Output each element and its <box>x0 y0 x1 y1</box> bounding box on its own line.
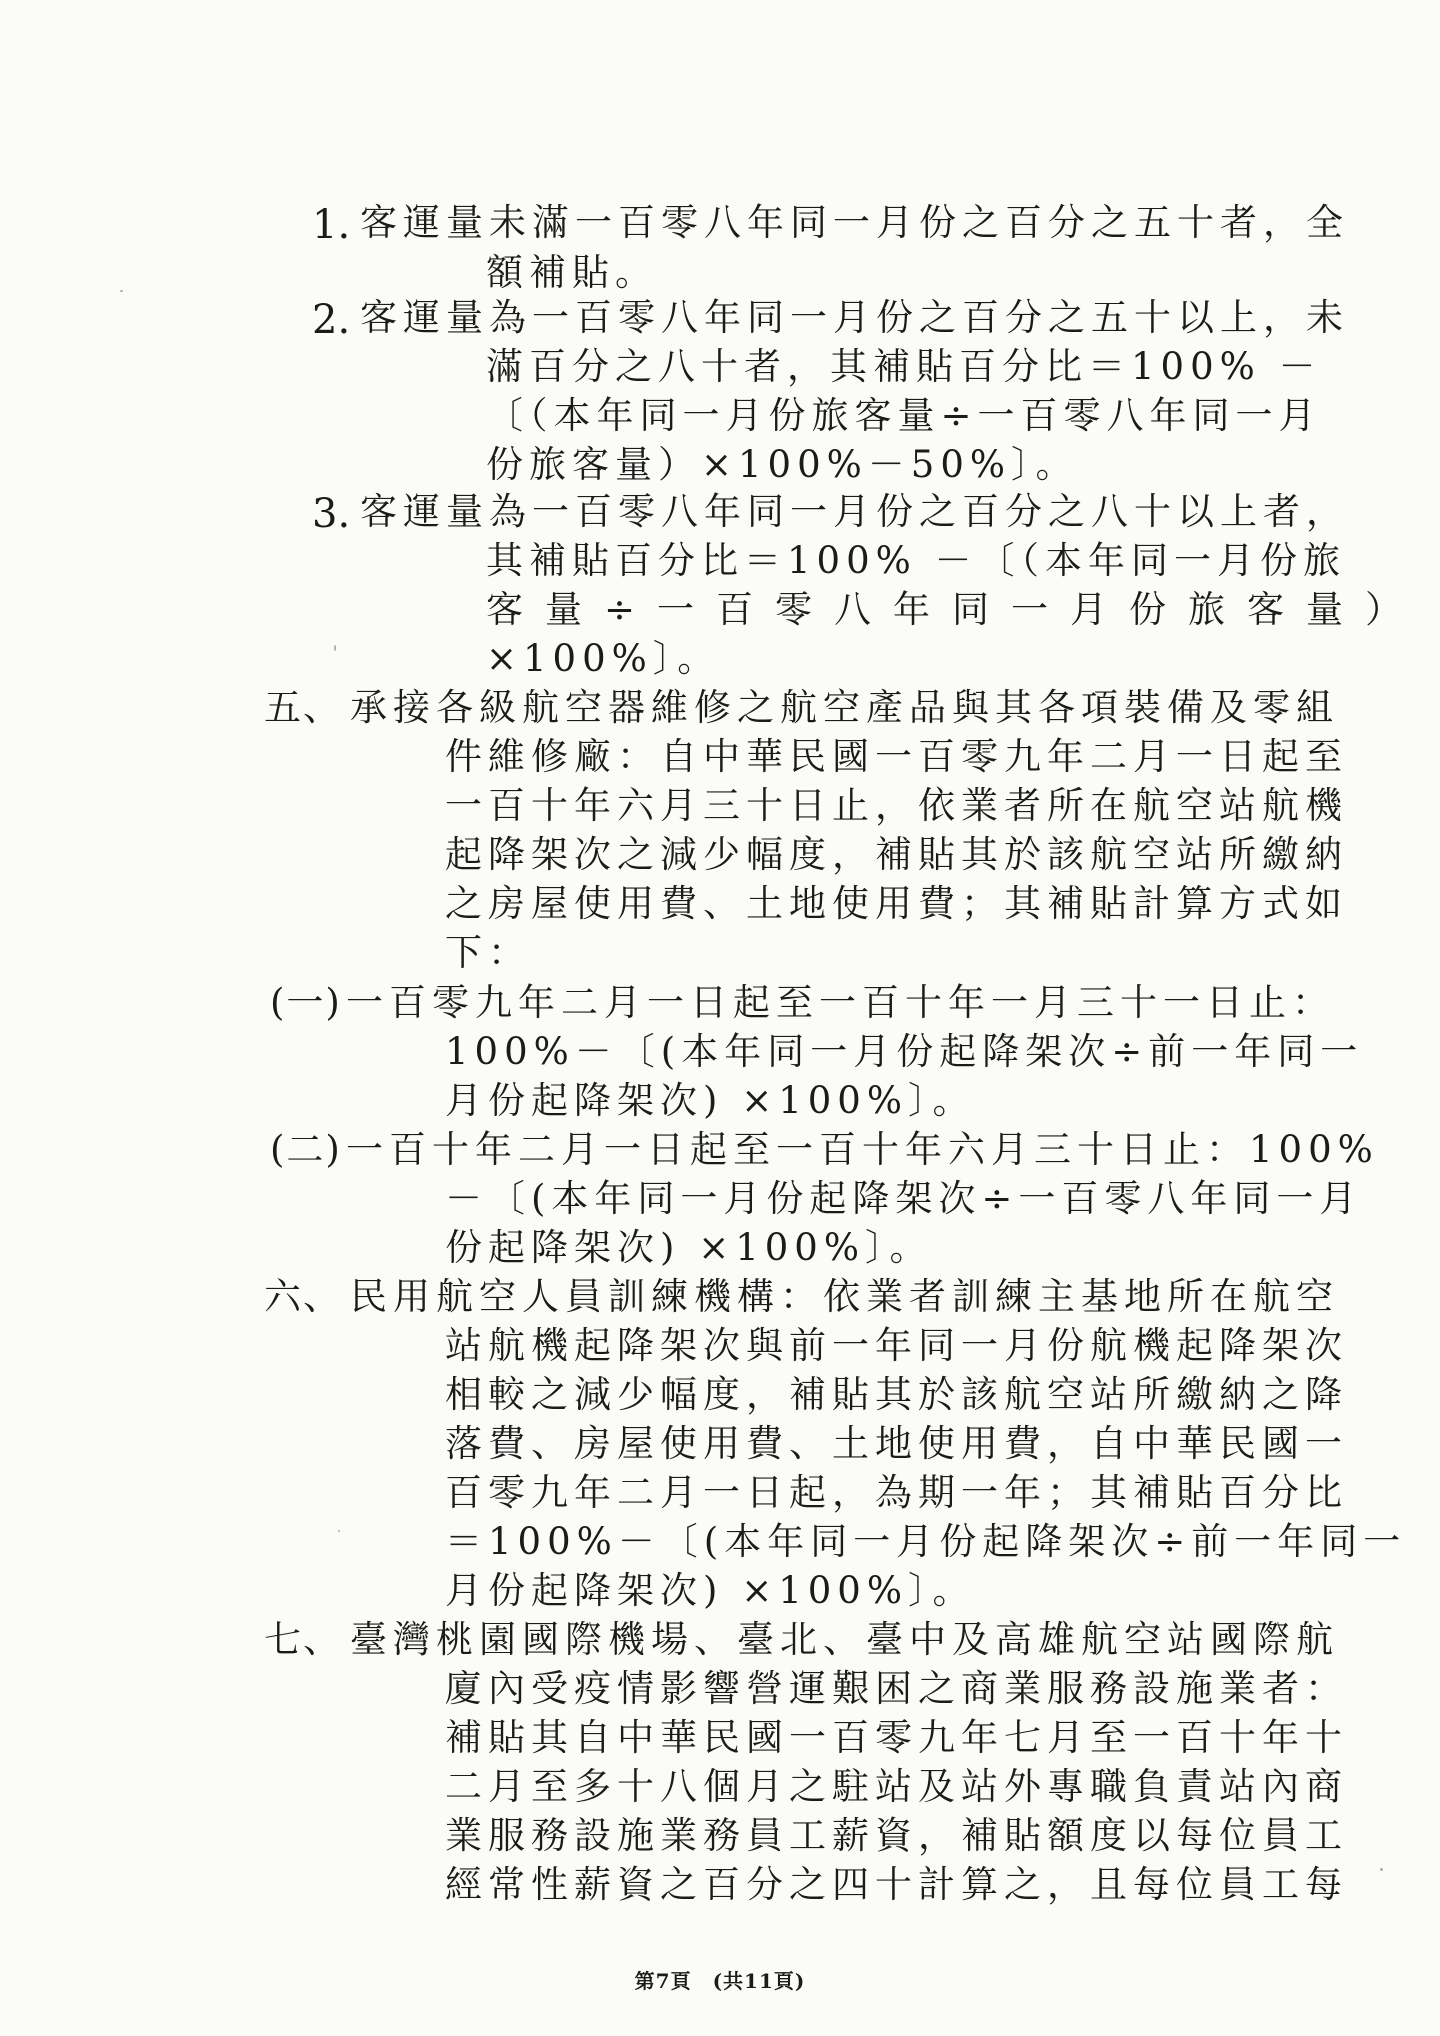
item-2-line-3: 〔（本年同一月份旅客量÷一百零八年同一月 <box>486 394 1322 437</box>
section-7-line-2: 廈內受疫情影響營運艱困之商業服務設施業者： <box>445 1667 1348 1710</box>
subsection-1-marker: (一) <box>270 981 342 1024</box>
section-6-line-1: 民用航空人員訓練機構：依業者訓練主基地所在航空 <box>350 1275 1339 1318</box>
section-7-line-3: 補貼其自中華民國一百零九年七月至一百十年十 <box>445 1716 1348 1759</box>
item-3-line-2: 其補貼百分比＝100% －〔（本年同一月份旅 <box>486 539 1347 582</box>
page-number-footer: 第7頁 (共11頁) <box>634 1969 806 1993</box>
item-2-line-2: 滿百分之八十者，其補貼百分比＝100% － <box>486 345 1322 388</box>
section-6-line-6: ＝100%－〔(本年同一月份起降架次÷前一年同一 <box>445 1520 1407 1563</box>
item-2-line-4: 份旅客量）×100%－50%〕。 <box>486 443 1079 486</box>
item-3-marker: 3. <box>312 491 351 537</box>
item-1-marker: 1. <box>312 202 351 248</box>
subsection-1-line-1: 一百零九年二月一日起至一百十年一月三十一日止： <box>346 981 1335 1024</box>
item-1-line-2: 額補貼。 <box>486 251 658 294</box>
subsection-2-line-3: 份起降架次) ×100%〕。 <box>445 1226 933 1269</box>
section-5-line-3: 一百十年六月三十日止，依業者所在航空站航機 <box>445 784 1348 827</box>
scan-speck <box>338 1530 340 1532</box>
section-7-line-1: 臺灣桃園國際機場、臺北、臺中及高雄航空站國際航 <box>350 1618 1339 1661</box>
scan-speck <box>120 290 123 292</box>
item-3-line-4: ×100%〕。 <box>486 637 721 680</box>
section-7-line-6: 經常性薪資之百分之四十計算之，且每位員工每 <box>445 1863 1348 1906</box>
section-5-line-6: 下： <box>445 931 531 974</box>
item-3-line-1: 客運量為一百零八年同一月份之百分之八十以上者， <box>360 490 1349 533</box>
subsection-1-line-2: 100%－〔(本年同一月份起降架次÷前一年同一 <box>445 1030 1364 1073</box>
section-5-marker: 五、 <box>264 686 342 729</box>
scan-speck <box>1380 1868 1383 1871</box>
section-5-line-4: 起降架次之減少幅度，補貼其於該航空站所繳納 <box>445 833 1348 876</box>
item-2-marker: 2. <box>312 297 351 343</box>
section-6-line-4: 落費、房屋使用費、土地使用費，自中華民國一 <box>445 1422 1348 1465</box>
section-6-line-3: 相較之減少幅度，補貼其於該航空站所繳納之降 <box>445 1373 1348 1416</box>
section-7-line-4: 二月至多十八個月之駐站及站外專職負責站內商 <box>445 1765 1348 1808</box>
section-7-line-5: 業服務設施業務員工薪資，補貼額度以每位員工 <box>445 1814 1348 1857</box>
scan-speck <box>334 645 336 651</box>
item-2-line-1: 客運量為一百零八年同一月份之百分之五十以上，未 <box>360 296 1349 339</box>
section-7-marker: 七、 <box>264 1618 342 1661</box>
subsection-2-line-1: 一百十年二月一日起至一百十年六月三十日止：100% <box>346 1128 1379 1171</box>
subsection-2-line-2: －〔(本年同一月份起降架次÷一百零八年同一月 <box>445 1177 1363 1220</box>
section-6-line-5: 百零九年二月一日起，為期一年；其補貼百分比 <box>445 1471 1348 1514</box>
subsection-2-marker: (二) <box>270 1128 342 1171</box>
section-6-line-2: 站航機起降架次與前一年同一月份航機起降架次 <box>445 1324 1348 1367</box>
section-5-line-2: 件維修廠：自中華民國一百零九年二月一日起至 <box>445 735 1348 778</box>
section-5-line-5: 之房屋使用費、土地使用費；其補貼計算方式如 <box>445 882 1348 925</box>
section-5-line-1: 承接各級航空器維修之航空產品與其各項裝備及零組 <box>350 686 1339 729</box>
section-6-line-7: 月份起降架次) ×100%〕。 <box>445 1569 976 1612</box>
subsection-1-line-3: 月份起降架次) ×100%〕。 <box>445 1079 976 1122</box>
item-1-line-1: 客運量未滿一百零八年同一月份之百分之五十者，全 <box>360 201 1349 244</box>
item-3-line-3: 客量÷一百零八年同一月份旅客量） <box>486 588 1425 631</box>
section-6-marker: 六、 <box>264 1275 342 1318</box>
